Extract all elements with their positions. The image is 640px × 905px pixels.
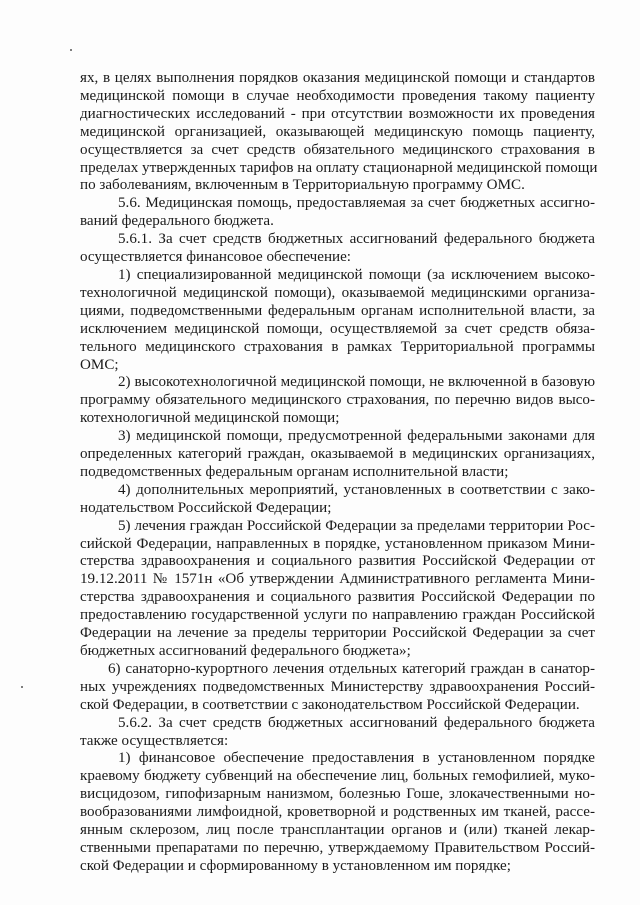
- paragraph-p9: [80, 715, 595, 751]
- text-line: котехнологичной медицинской помощи;: [80, 410, 340, 427]
- text-line: стерства здравоохранения и социального развития Российской Федерации от: [80, 553, 595, 570]
- text-line: 1) финансовое обеспечение предоставления в установленном порядке: [118, 750, 595, 767]
- document-body: [80, 70, 598, 876]
- text-line: осуществляется за счет средств обязательного медицинского страхования в: [80, 141, 595, 158]
- text-line: ОМС;: [80, 356, 119, 373]
- paragraph-p8: [80, 661, 595, 715]
- text-line: 3) медицинской помощи, предусмотренной федеральными законами для: [118, 428, 595, 445]
- scan-speck: [70, 49, 72, 51]
- text-line: исключением медицинской помощи, осуществляемой за счет средств обяза-: [80, 320, 595, 337]
- paragraph-p4: [80, 374, 595, 428]
- text-line: 6) санаторно-курортного лечения отдельных категорий граждан в санатор-: [108, 660, 595, 677]
- paragraph-p10: [80, 750, 595, 875]
- text-line: ской Федерации и сформированному в установленном им порядке;: [80, 857, 511, 874]
- text-line: по заболеваниям, включенным в Территориальную программу ОМС.: [80, 177, 525, 194]
- text-line: тельного медицинского страхования в рамках Территориальной программы: [80, 338, 595, 355]
- paragraph-p0: [80, 70, 598, 195]
- paragraph-p2: [80, 231, 595, 267]
- text-line: определенных категорий граждан, оказываемой в медицинских организациях,: [80, 446, 595, 463]
- text-line: медицинской помощи в случае необходимости проведения такому пациенту: [80, 87, 595, 104]
- text-line: ных учреждениях подведомственных Министерству здравоохранения Россий-: [80, 678, 595, 695]
- scan-speck: [21, 686, 23, 688]
- text-line: технологичной медицинской помощи), оказываемой медицинскими организа-: [80, 284, 595, 301]
- text-line: также осуществляется:: [80, 732, 229, 749]
- text-line: предоставлению государственной услуги по направлению граждан Российской: [80, 607, 595, 624]
- text-line: ях, в целях выполнения порядков оказания медицинской помощи и стандартов: [80, 70, 595, 86]
- text-line: пределах утвержденных тарифов на оплату стационарной медицинской помощи: [80, 159, 598, 176]
- text-line: ваний федерального бюджета.: [80, 213, 274, 230]
- text-line: краевому бюджету субвенций на обеспечение лиц, больных гемофилией, муко-: [80, 768, 595, 785]
- paragraph-p3: [80, 267, 595, 374]
- text-line: программу обязательного медицинского страхования, по перечню видов высо-: [80, 392, 595, 409]
- paragraph-p1: [80, 195, 595, 231]
- text-line: 5.6.1. За счет средств бюджетных ассигнований федерального бюджета: [118, 231, 595, 248]
- text-line: ственными препаратами по перечню, утверждаемому Правительством Россий-: [80, 839, 595, 856]
- text-line: висцидозом, гипофизарным нанизмом, болезнью Гоше, злокачественными но-: [80, 786, 595, 803]
- text-line: нодательством Российской Федерации;: [80, 499, 332, 516]
- text-line: вообразованиями лимфоидной, кроветворной и родственных им тканей, рассе-: [80, 804, 595, 821]
- text-line: подведомственных федеральным органам исполнительной власти;: [80, 463, 509, 480]
- text-line: бюджетных ассигнований федерального бюджета»;: [80, 643, 411, 659]
- text-line: медицинской организацией, оказывающей медицинскую помощь пациенту,: [80, 123, 595, 140]
- text-line: янным склерозом, лиц после трансплантации органов и (или) тканей лекар-: [80, 822, 595, 839]
- text-line: диагностических исследований - при отсутствии возможности их проведения: [80, 105, 595, 122]
- text-line: 2) высокотехнологичной медицинской помощи, не включенной в базовую: [118, 374, 595, 391]
- text-line: 5.6.2. За счет средств бюджетных ассигнований федерального бюджета: [118, 714, 595, 731]
- text-line: стерства здравоохранения и социального развития Российской Федерации по: [80, 589, 595, 606]
- text-line: 5) лечения граждан Российской Федерации за пределами территории Рос-: [118, 517, 595, 534]
- text-line: циями, подведомственными федеральным органам исполнительной власти, за: [80, 302, 595, 319]
- text-line: 4) дополнительных мероприятий, установленных в соответствии с зако-: [118, 481, 595, 498]
- text-line: 5.6. Медицинская помощь, предоставляемая за счет бюджетных ассигно-: [118, 195, 595, 212]
- text-line: ской Федерации, в соответствии с законодательством Российской Федерации.: [80, 696, 580, 713]
- text-line: сийской Федерации, направленных в порядке, установленном приказом Мини-: [80, 535, 595, 552]
- text-line: осуществляется финансовое обеспечение:: [80, 249, 351, 266]
- text-line: Федерации на лечение за пределы территории Российской Федерации за счет: [80, 625, 595, 642]
- paragraph-p7: [80, 518, 595, 661]
- text-line: 19.12.2011 № 1571н «Об утверждении Административного регламента Мини-: [80, 571, 595, 588]
- paragraph-p5: [80, 428, 595, 482]
- text-line: 1) специализированной медицинской помощи (за исключением высоко-: [118, 266, 595, 283]
- paragraph-p6: [80, 482, 595, 518]
